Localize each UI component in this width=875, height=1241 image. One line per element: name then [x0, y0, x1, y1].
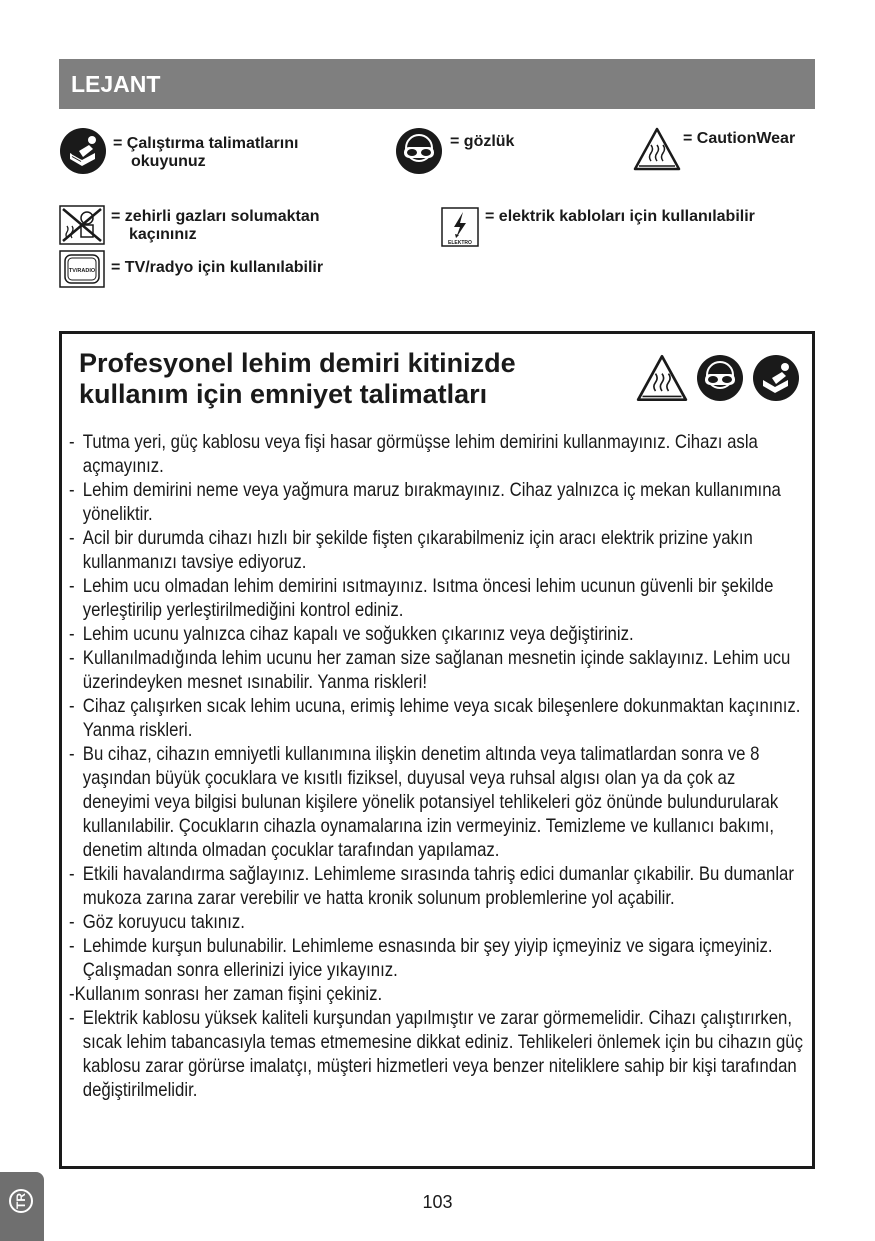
legend-header	[59, 59, 815, 109]
rule-dash: -	[69, 575, 75, 597]
safety-title	[79, 348, 599, 410]
tv-icon-label: TV/RADIO	[68, 268, 96, 274]
safety-rule	[69, 694, 805, 742]
safety-title-line1: Profesyonel lehim demiri kitinizde	[79, 348, 516, 378]
legend-title: LEJANT	[71, 71, 161, 97]
legend-tv-text: = TV/radyo için kullanılabilir	[111, 259, 324, 276]
rule-dash: -	[69, 743, 75, 765]
safety-instructions-box	[59, 331, 815, 1169]
legend-item-tv	[59, 250, 323, 288]
safety-title-line2: kullanım için emniyet talimatları	[79, 379, 488, 409]
safety-rule	[69, 646, 805, 694]
rule-text: Lehim ucu olmadan lehim demirini ısıtmayınız. Isıtma öncesi lehim ucunun güvenli bir şekilde yerleştirilip yerleştirilmediğini kontrol ediniz.	[82, 575, 774, 621]
rule-text: Cihaz çalışırken sıcak lehim ucuna, erimiş lehime veya sıcak bileşenlere dokunmaktan kaçınınız. Yanma riskleri.	[82, 695, 801, 741]
legend-fumes-line2: kaçınınız	[129, 226, 197, 243]
rule-dash: -	[69, 623, 75, 645]
rule-text: Göz koruyucu takınız.	[82, 911, 245, 933]
legend-caution-text: = CautionWear	[683, 130, 796, 147]
no-fumes-icon	[59, 205, 105, 245]
rule-text: Lehimde kurşun bulunabilir. Lehimleme esnasında bir şey yiyip içmeyiniz ve sigara içmeyiniz. Çalışmadan sonra ellerinizi iyice yıkayınız.	[82, 935, 773, 981]
safety-rule	[69, 934, 805, 982]
rule-dash: -	[69, 647, 75, 669]
safety-rule	[69, 574, 805, 622]
page-number: 103	[422, 1192, 453, 1212]
legend-item-caution	[633, 127, 795, 171]
legend-goggles-text: = gözlük	[450, 133, 515, 150]
safety-rule	[69, 862, 805, 910]
electric-icon-label: ELEKTRO	[448, 240, 472, 246]
legend-manual-line2: okuyunuz	[131, 153, 206, 170]
hot-surface-warning-icon	[633, 127, 681, 171]
language-badge	[0, 1172, 44, 1241]
safety-rule	[69, 622, 805, 646]
rule-text: Elektrik kablosu yüksek kaliteli kurşundan yapılmıştır ve zarar görmemelidir. Cihazı çalıştırırken, sıcak lehim tabancasıyla temas etmemesine dikkat ediniz. Tehlikeleri önlemek için bu cihazın güç kablosu zarar görürse imalatçı, müşteri hizmetleri veya benzer niteliklere sahip bir kişi tarafından değiştirilmelidir.	[82, 1007, 803, 1101]
legend-electric-text: = elektrik kabloları için kullanılabilir	[485, 208, 755, 225]
rule-dash: -	[69, 527, 75, 549]
safety-rule	[69, 478, 805, 526]
safety-rule	[69, 1006, 805, 1102]
legend-item-manual	[59, 127, 298, 175]
safety-rule	[69, 910, 805, 934]
rule-text: Acil bir durumda cihazı hızlı bir şekilde fişten çıkarabilmeniz için aracı elektrik prizine yakın kullanmanızı tavsiye ediyoruz.	[82, 527, 753, 573]
safety-rules-list	[69, 430, 805, 1102]
safety-rule	[69, 430, 805, 478]
rule-text: Tutma yeri, güç kablosu veya fişi hasar görmüşse lehim demirini kullanmayınız. Cihazı asla açmayınız.	[82, 431, 758, 477]
rule-dash: -	[69, 431, 75, 453]
legend-item-goggles	[395, 127, 514, 175]
rule-dash: -	[69, 863, 75, 885]
rule-dash: -	[69, 479, 75, 501]
legend-item-fumes	[59, 205, 320, 245]
legend-manual-line1: = Çalıştırma talimatlarını	[113, 135, 299, 152]
rule-text: Lehim demirini neme veya yağmura maruz bırakmayınız. Cihaz yalnızca iç mekan kullanımına yöneliktir.	[82, 479, 781, 525]
safety-rule	[69, 742, 805, 862]
rule-text: -Kullanım sonrası her zaman fişini çekiniz.	[69, 983, 383, 1005]
read-manual-icon	[752, 354, 800, 402]
rule-text: Etkili havalandırma sağlayınız. Lehimleme sırasında tahriş edici dumanlar çıkabilir. Bu dumanlar mukoza zarına zarar verebilir ve hatta kronik solunum problemlerine yol açabilir.	[82, 863, 794, 909]
safety-title-icons	[636, 354, 800, 402]
safety-rule	[69, 526, 805, 574]
rule-dash: -	[69, 911, 75, 933]
goggles-icon	[696, 354, 744, 402]
rule-text: Kullanılmadığında lehim ucunu her zaman size sağlanan mesnetin içinde saklayınız. Lehim ucu üzerindeyken mesnet ısınabilir. Yanma riskleri!	[82, 647, 791, 693]
electric-icon	[441, 207, 479, 247]
rule-dash: -	[69, 695, 75, 717]
safety-rule	[69, 982, 805, 1006]
rule-text: Lehim ucunu yalnızca cihaz kapalı ve soğukken çıkarınız veya değiştiriniz.	[82, 623, 634, 645]
rule-dash: -	[69, 935, 75, 957]
legend-item-electric	[441, 207, 755, 247]
goggles-icon	[395, 127, 443, 175]
legend-fumes-line1: = zehirli gazları solumaktan	[111, 208, 320, 225]
tv-radio-icon	[59, 250, 105, 288]
read-manual-icon	[59, 127, 107, 175]
language-code: TR	[9, 1189, 33, 1213]
rule-text: Bu cihaz, cihazın emniyetli kullanımına ilişkin denetim altında veya talimatlardan sonra ve 8 yaşından büyük çocuklara ve kısıtlı fiziksel, duyusal veya ruhsal algısı olan ya da çok az deneyimi veya bilgisi bulunan kişilere yönelik potansiyel tehlikeleri göz önünde bulundurularak kullanılabilir. Çocukların cihazla oynamalarına izin vermeyiniz. Temizleme ve kullanıcı bakımı, denetim altında olmadan çocuklar tarafından yapılamaz.	[82, 743, 779, 861]
hot-surface-warning-icon	[636, 354, 688, 402]
rule-dash: -	[69, 1007, 75, 1029]
